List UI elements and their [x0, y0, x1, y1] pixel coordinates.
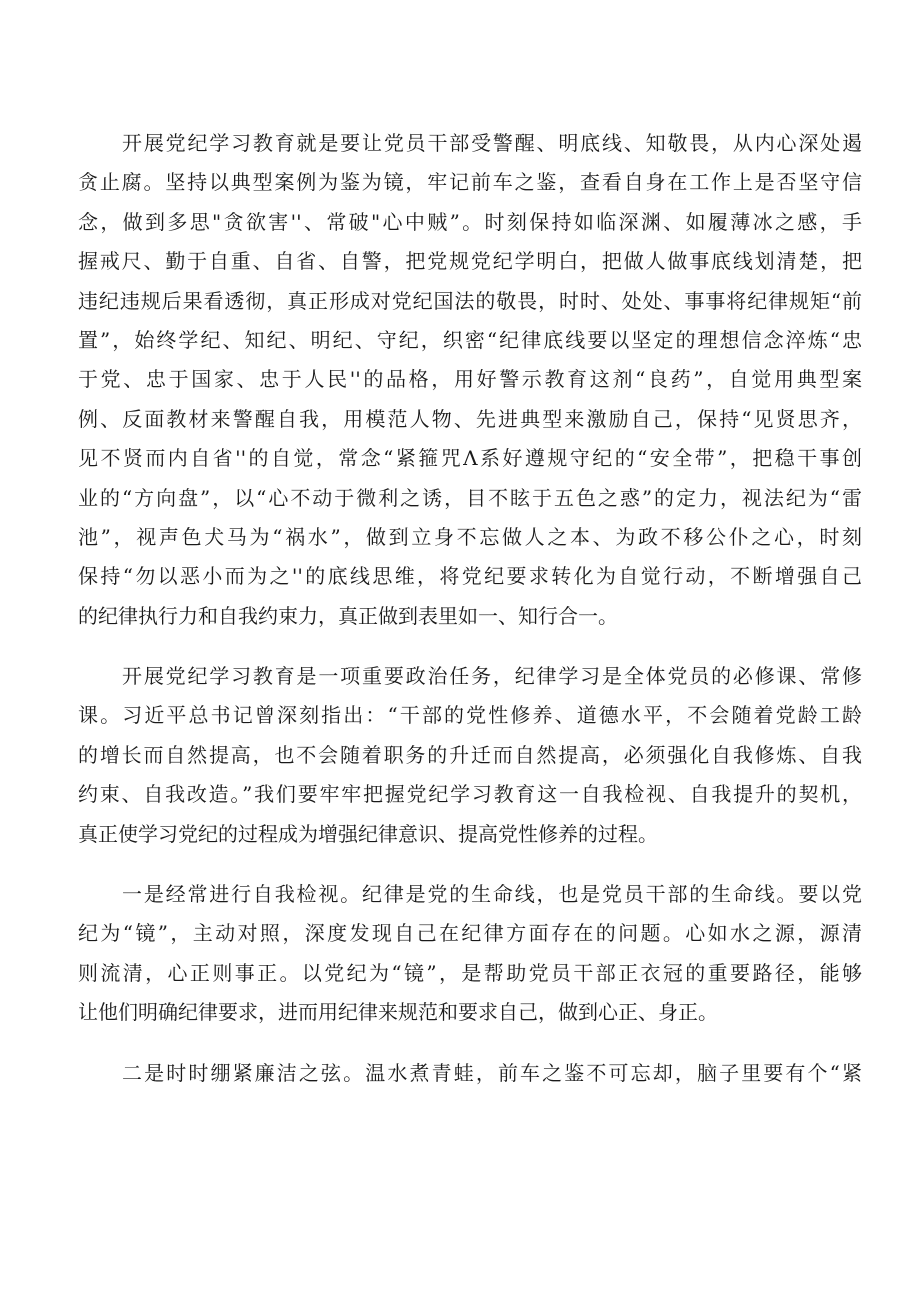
text-line: 课。习近平总书记曾深刻指出：“干部的党性修养、道德水平，不会随着党龄工龄: [78, 703, 862, 728]
paragraph-integrity: [78, 1054, 862, 1093]
text-line: 纪为“镜”，主动对照，深度发现自己在纪律方面存在的问题。心如水之源，源清: [78, 921, 862, 946]
paragraph-self-examination: [78, 875, 862, 1033]
text-line: 的纪律执行力和自我约束力，真正做到表里如一、知行合一。: [78, 603, 618, 628]
text-line: 贪止腐。坚持以典型案例为鉴为镜，牢记前车之鉴，查看自身在工作上是否坚守信: [78, 170, 862, 195]
text-line: 置”，始终学纪、知纪、明纪、守纪，织密“纪律底线要以坚定的理想信念淬炼“忠: [78, 327, 862, 352]
text-line: 真正使学习党纪的过程成为增强纪律意识、提高党性修养的过程。: [78, 821, 658, 846]
text-line: 二是时时绷紧廉洁之弦。温水煮青蛙，前车之鉴不可忘却，脑子里要有个“紧: [122, 1060, 862, 1085]
paragraph-spacer: [78, 1033, 862, 1054]
paragraph-spacer: [78, 636, 862, 657]
text-line: 约束、自我改造。”我们要牢牢把握党纪学习教育这一自我检视、自我提升的契机，: [78, 782, 862, 807]
text-line: 池”，视声色犬马为“祸水”，做到立身不忘做人之本、为政不移公仆之心，时刻: [78, 524, 862, 549]
paragraph-spacer: [78, 854, 862, 875]
text-line: 开展党纪学习教育就是要让党员干部受警醒、明底线、知敬畏，从内心深处遏: [122, 131, 862, 155]
text-line: 开展党纪学习教育是一项重要政治任务，纪律学习是全体党员的必修课、常修: [122, 664, 862, 689]
text-line: 则流清，心正则事正。以党纪为“镜”，是帮助党员干部正衣冠的重要路径，能够: [78, 960, 862, 985]
text-line: 于党、忠于国家、忠于人民''的品格，用好警示教育这剂“良药”，自觉用典型案: [78, 367, 862, 392]
document-body: [78, 124, 862, 1093]
text-line: 违纪违规后果看透彻，真正形成对党纪国法的敬畏，时时、处处、事事将纪律规矩“前: [78, 288, 862, 313]
text-line: 见不贤而内自省''的自觉，常念“紧箍咒Λ系好遵规守纪的“安全带”，把稳干事创: [78, 446, 862, 471]
text-line: 一是经常进行自我检视。纪律是党的生命线，也是党员干部的生命线。要以党: [122, 882, 862, 907]
text-line: 业的“方向盘”，以“心不动于微利之诱，目不眩于五色之惑”的定力，视法纪为“雷: [78, 485, 862, 510]
text-line: 让他们明确纪律要求，进而用纪律来规范和要求自己，做到心正、身正。: [78, 1000, 718, 1025]
paragraph-party-discipline-warning: [78, 124, 862, 636]
text-line: 握戒尺、勤于自重、自省、自警，把党规党纪学明白，把做人做事底线划清楚，把: [78, 249, 862, 274]
text-line: 例、反面教材来警醒自我，用模范人物、先进典型来激励自己，保持“见贤思齐，: [78, 406, 862, 431]
text-line: 念，做到多思"贪欲害''、常破"心中贼”。时刻保持如临深渊、如履薄冰之感，手: [78, 209, 862, 234]
paragraph-political-task: [78, 657, 862, 854]
text-line: 保持“勿以恶小而为之''的底线思维，将党纪要求转化为自觉行动，不断增强自己: [78, 564, 862, 589]
text-line: 的增长而自然提高，也不会随着职务的升迁而自然提高，必须强化自我修炼、自我: [78, 742, 862, 767]
